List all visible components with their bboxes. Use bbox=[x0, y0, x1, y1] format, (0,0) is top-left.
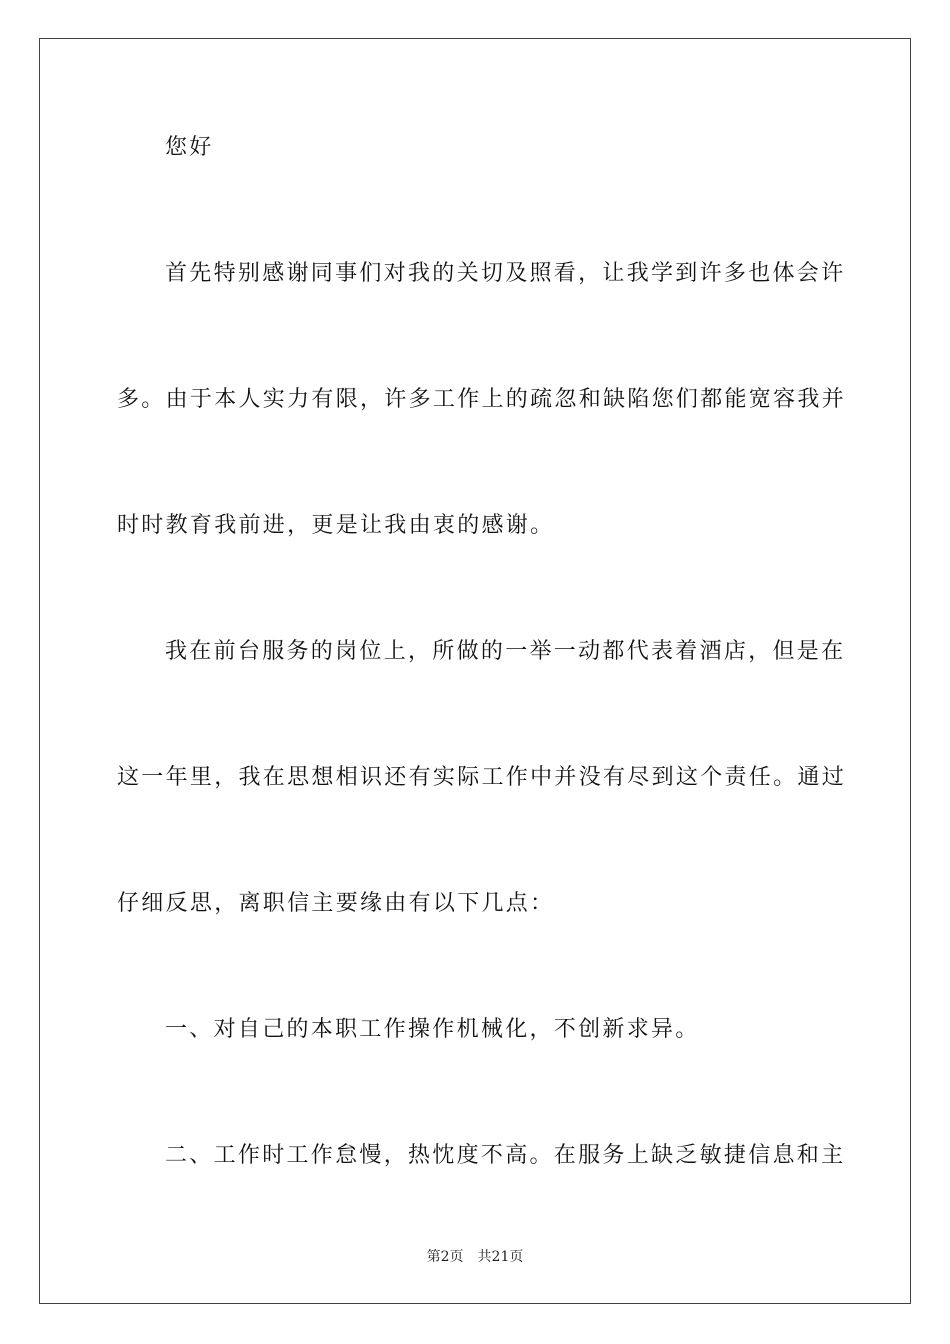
page-number: 第2页 bbox=[426, 1249, 464, 1265]
paragraph-line: 这一年里，我在思想相识还有实际工作中并没有尽到这个责任。通过 bbox=[117, 765, 847, 790]
paragraph-line: 首先特别感谢同事们对我的关切及照看，让我学到许多也体会许 bbox=[165, 261, 846, 286]
page-border bbox=[39, 38, 911, 1304]
list-item-line: 一、对自己的本职工作操作机械化，不创新求异。 bbox=[165, 1017, 700, 1042]
greeting-line: 您好 bbox=[165, 135, 214, 160]
paragraph-line: 仔细反思，离职信主要缘由有以下几点： bbox=[117, 891, 555, 916]
list-item-line: 二、工作时工作怠慢，热忱度不高。在服务上缺乏敏捷信息和主 bbox=[165, 1143, 846, 1168]
page-total: 共21页 bbox=[477, 1249, 524, 1265]
paragraph-line: 时时教育我前进，更是让我由衷的感谢。 bbox=[117, 513, 555, 538]
paragraph-line: 多。由于本人实力有限，许多工作上的疏忽和缺陷您们都能宽容我并 bbox=[117, 387, 847, 412]
page-footer bbox=[0, 1247, 950, 1267]
paragraph-line: 我在前台服务的岗位上，所做的一举一动都代表着酒店，但是在 bbox=[165, 639, 846, 664]
